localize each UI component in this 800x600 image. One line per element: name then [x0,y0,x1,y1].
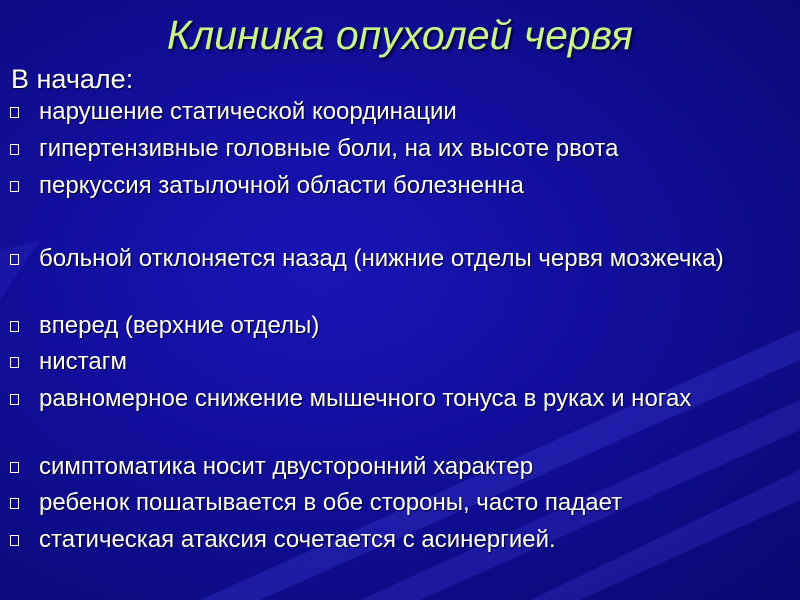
list-item [0,384,770,414]
list-item [0,97,770,127]
checkbox-bullet-icon [10,462,19,473]
checkbox-bullet-icon [10,144,19,155]
checkbox-bullet-icon [10,321,19,332]
list-item [0,134,770,164]
list-item-text: нарушение статической координации [39,98,457,125]
checkbox-bullet-icon [10,181,19,192]
list-item [0,347,770,377]
list-item-text: нистагм [39,348,127,375]
list-item-text: равномерное снижение мышечного тонуса в руках и ногах [39,385,692,412]
list-item [0,244,770,274]
list-item [0,171,770,201]
list-item-text: перкуссия затылочной области болезненна [39,172,524,199]
list-item [0,311,770,341]
list-item-text: ребенок пошатывается в обе стороны, часто падает [39,489,623,516]
list-item-text: гипертензивные головные боли, на их высоте рвота [39,135,619,162]
list-item [0,488,770,518]
checkbox-bullet-icon [10,498,19,509]
checkbox-bullet-icon [10,254,19,265]
checkbox-bullet-icon [10,394,19,405]
list-item-text: больной отклоняется назад (нижние отделы червя мозжечка) [39,245,724,272]
slide-title: Клиника опухолей червя [166,12,634,58]
section-heading: В начале: [11,64,134,94]
list-item [0,525,770,555]
list-item-text: симптоматика носит двусторонний характер [39,453,534,480]
checkbox-bullet-icon [10,535,19,546]
checkbox-bullet-icon [10,357,19,368]
list-item [0,452,770,482]
list-item-text: статическая атаксия сочетается с асинергией. [39,526,556,553]
list-item-text: вперед (верхние отделы) [39,312,320,339]
checkbox-bullet-icon [10,107,19,118]
